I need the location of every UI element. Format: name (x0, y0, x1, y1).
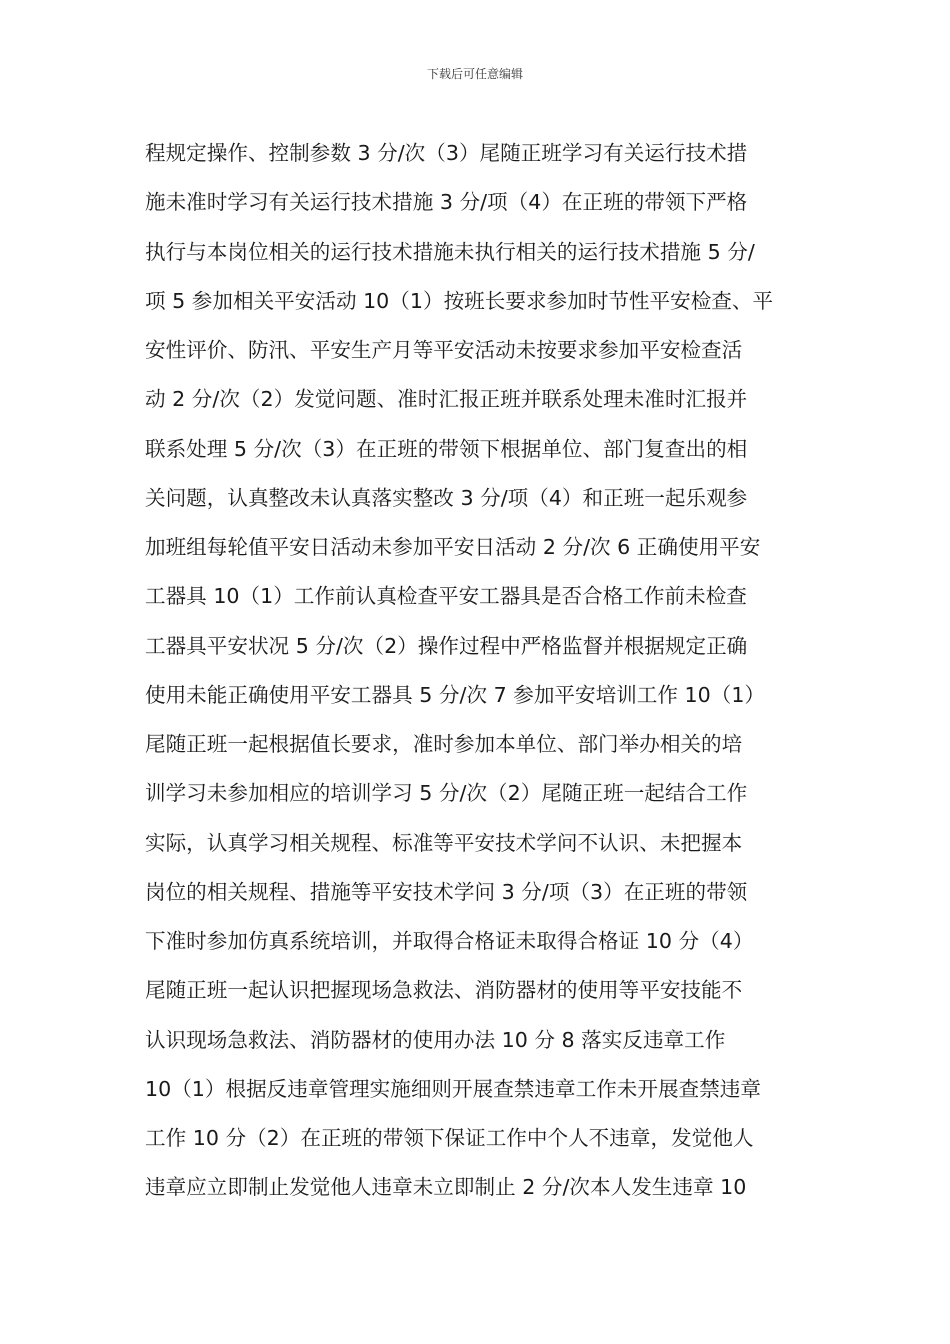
page-header: 下载后可任意编辑 (426, 67, 523, 81)
text-line: 岗位的相关规程、措施等平安技术学问 3 分/项（3）在正班的带领 (145, 879, 748, 904)
body-text (145, 129, 811, 1213)
text-line: 训学习未参加相应的培训学习 5 分/次（2）尾随正班一起结合工作 (145, 781, 748, 806)
text-line: 工器具 10（1）工作前认真检查平安工器具是否合格工作前未检查 (145, 584, 747, 609)
text-line: 工作 10 分（2）在正班的带领下保证工作中个人不违章，发觉他人 (145, 1126, 754, 1150)
text-line: 实际，认真学习相关规程、标准等平安技术学问不认识、未把握本 (145, 830, 743, 855)
text-line: 加班组每轮值平安日活动未参加平安日活动 2 分/次 6 正确使用平安 (145, 535, 761, 559)
text-line: 项 5 参加相关平安活动 10（1）按班长要求参加时节性平安检查、平 (145, 288, 774, 313)
text-line: 联系处理 5 分/次（3）在正班的带领下根据单位、部门复查出的相 (145, 436, 748, 461)
text-line: 违章应立即制止发觉他人违章未立即制止 2 分/次本人发生违章 10 (145, 1175, 747, 1200)
text-line: 执行与本岗位相关的运行技术措施未执行相关的运行技术措施 5 分/ (145, 239, 755, 264)
text-line: 认识现场急救法、消防器材的使用办法 10 分 8 落实反违章工作 (145, 1027, 726, 1052)
text-line: 安性评价、防汛、平安生产月等平安活动未按要求参加平安检查活 (145, 338, 743, 362)
text-line: 10（1）根据反违章管理实施细则开展查禁违章工作未开展查禁违章 (145, 1076, 761, 1101)
text-line: 尾随正班一起认识把握现场急救法、消防器材的使用等平安技能不 (145, 978, 743, 1003)
text-line: 尾随正班一起根据值长要求，准时参加本单位、部门举办相关的培 (145, 732, 743, 756)
text-line: 关问题，认真整改未认真落实整改 3 分/项（4）和正班一起乐观参 (145, 485, 748, 510)
text-line: 动 2 分/次（2）发觉问题、准时汇报正班并联系处理未准时汇报并 (145, 387, 748, 412)
text-line: 工器具平安状况 5 分/次（2）操作过程中严格监督并根据规定正确 (145, 633, 748, 658)
text-line: 下准时参加仿真系统培训，并取得合格证未取得合格证 10 分（4） (145, 929, 754, 953)
text-line: 施未准时学习有关运行技术措施 3 分/项（4）在正班的带领下严格 (145, 190, 748, 215)
text-line: 使用未能正确使用平安工器具 5 分/次 7 参加平安培训工作 10（1） (145, 682, 766, 707)
text-line: 程规定操作、控制参数 3 分/次（3）尾随正班学习有关运行技术措 (145, 141, 748, 165)
